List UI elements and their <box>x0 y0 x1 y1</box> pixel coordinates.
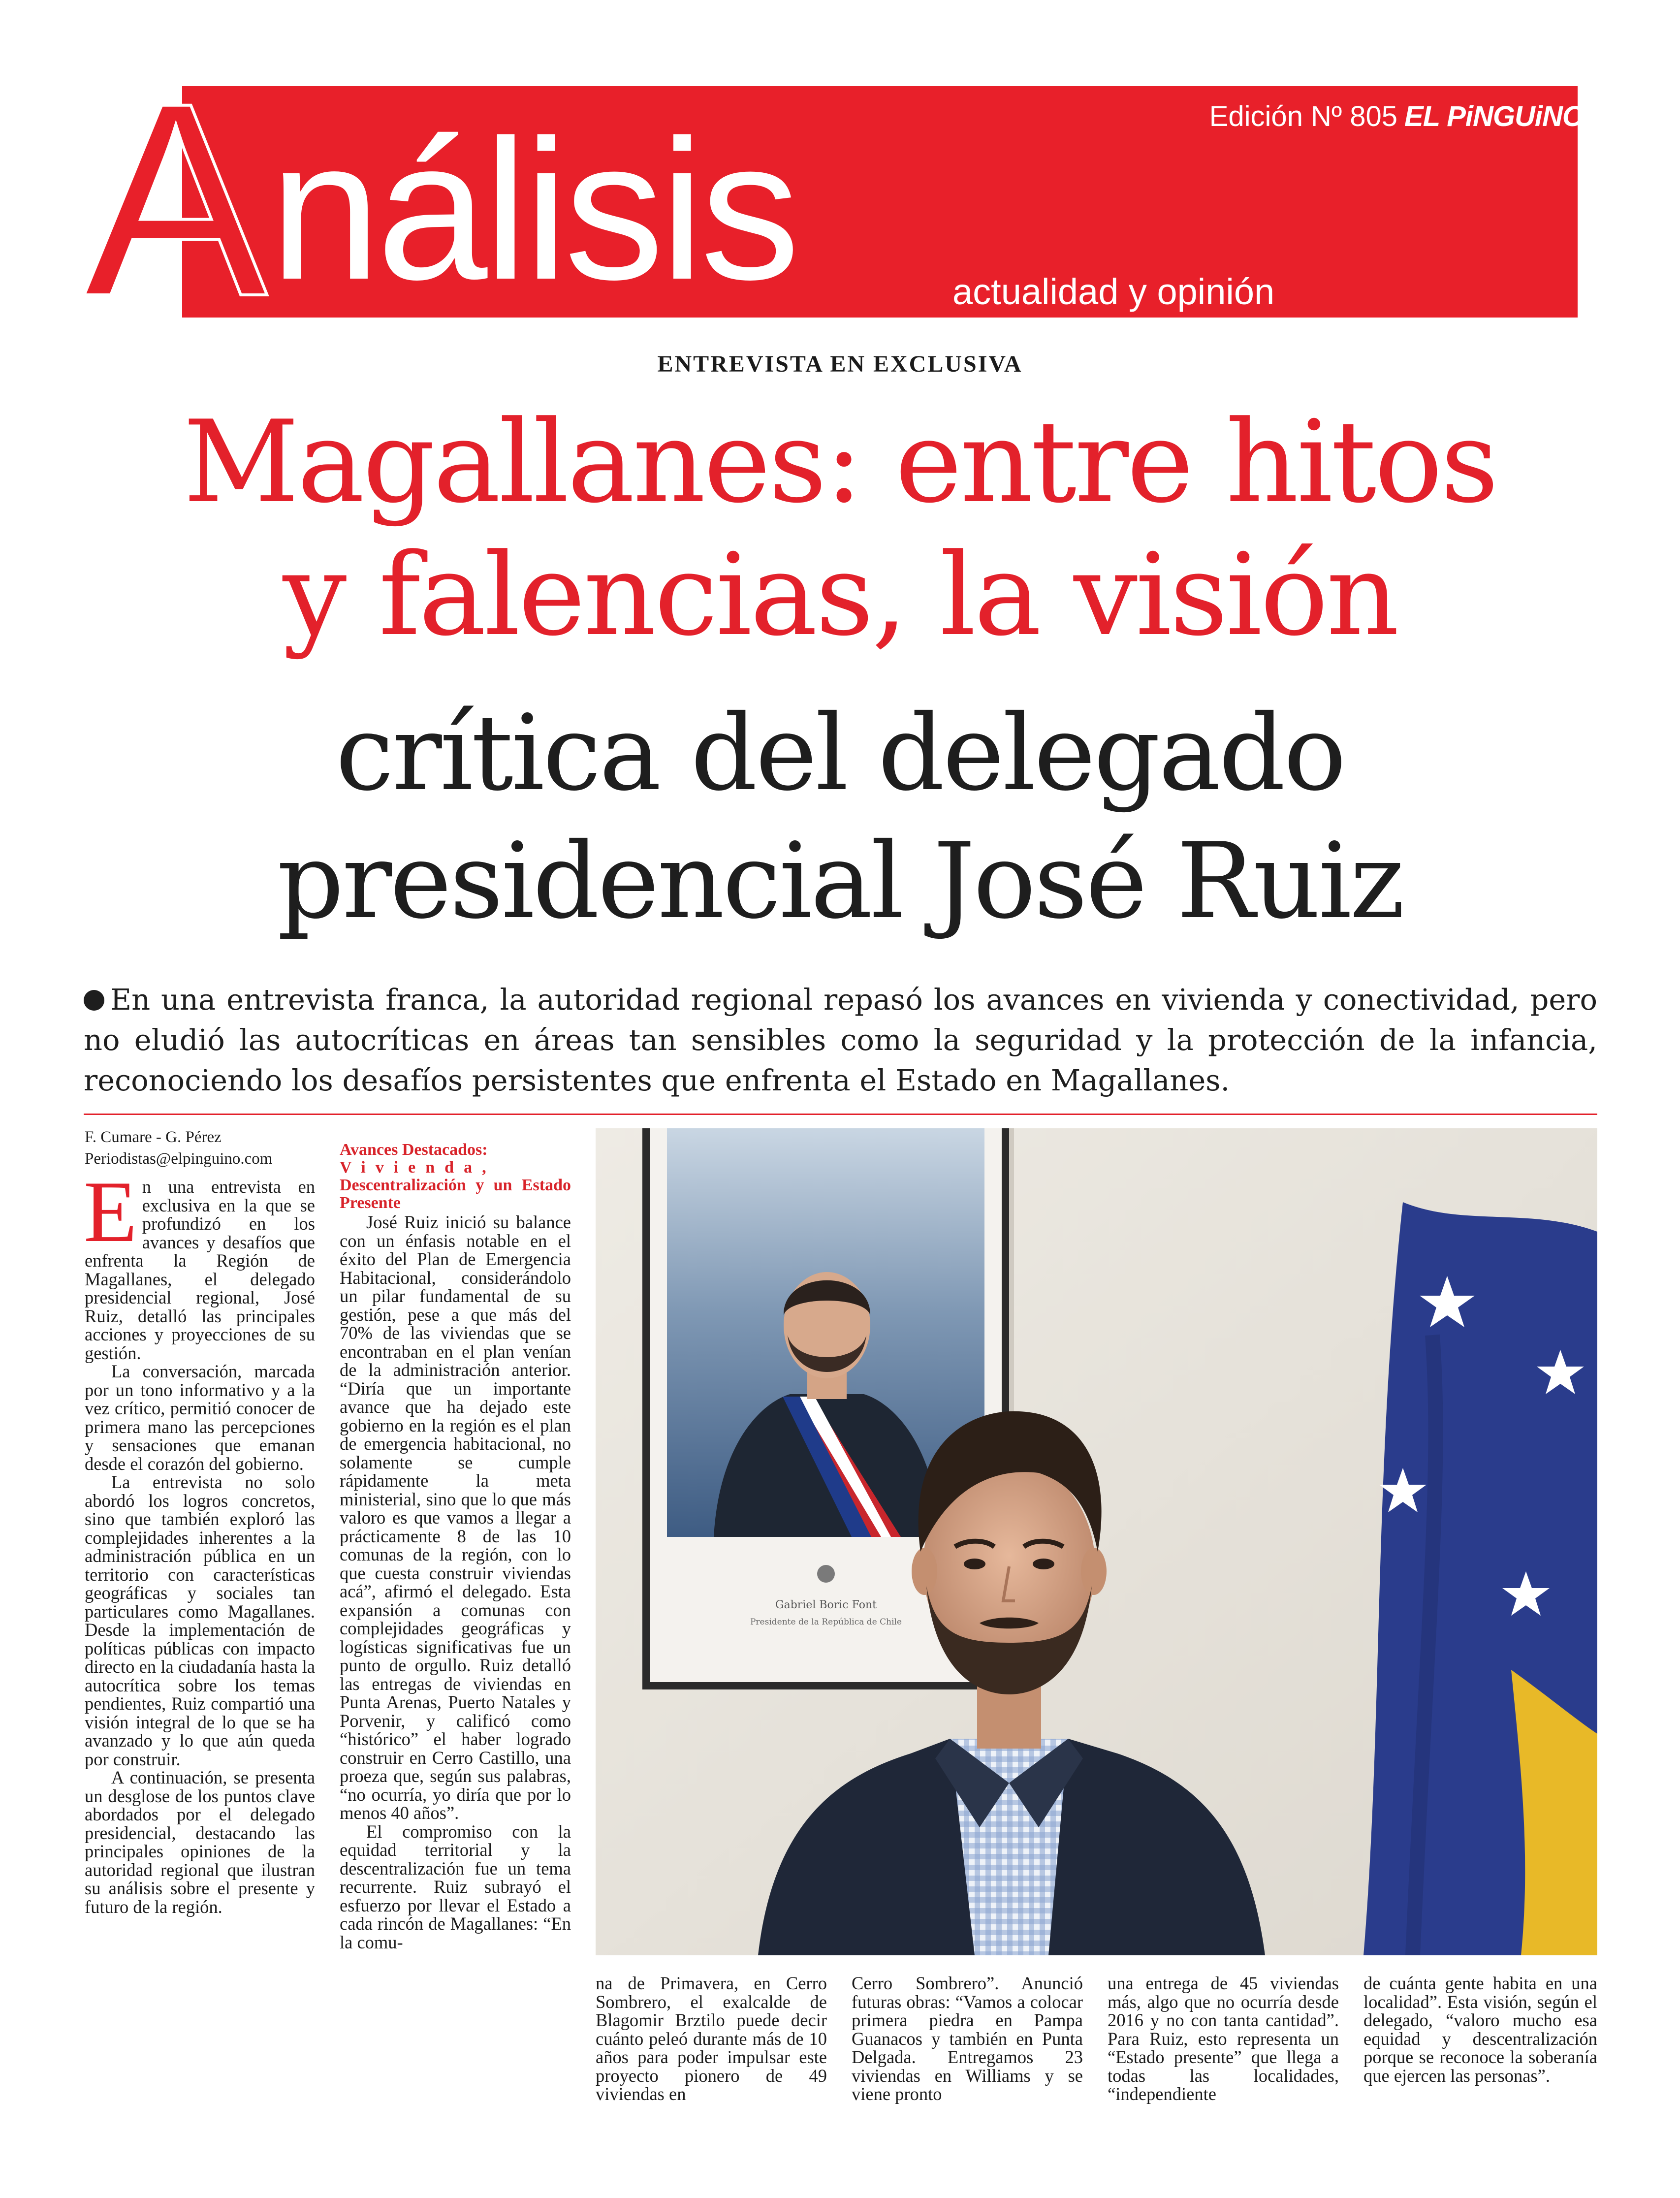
subheading <box>340 1141 571 1212</box>
subheading-line-2: Vivienda, <box>340 1158 496 1177</box>
paragraph: La conversación, marcada por un tono informativo y a la vez crítico, permitió conocer de primera mano las percepciones y sensaciones que emanan desde el corazón del gobierno. <box>85 1361 315 1474</box>
paragraph: A continuación, se presenta un desglose de los puntos clave abordados por el delegado presidencial, destacando las principales opiniones de la autoridad regional que ilustran su análisis sobre el presente y futuro de la región. <box>85 1767 315 1917</box>
paragraph: El compromiso con la equidad territorial y la descentralización fue un tema recurrente. Ruiz subrayó el esfuerzo por llevar el Estado a cada rincón de Magallanes: “En la comu- <box>340 1821 571 1952</box>
article-column-6 <box>1363 1974 1597 2085</box>
paragraph: na de Primavera, en Cerro Sombrero, el exalcalde de Blagomir Brztilo puede decir cuánto peleó durante más de 10 años para poder impulsar este proyecto pionero de 49 viviendas en <box>596 1973 827 2104</box>
headline-line-4: presidencial José Ruiz <box>277 820 1403 942</box>
newspaper-brand: EL PiNGUiNO <box>1404 100 1584 132</box>
paragraph: de cuánta gente habita en una localidad”. Esta visión, según el delegado, “valoro mucho esa equidad y descentralización porque se reconoce la soberanía que ejercen las personas”. <box>1363 1973 1597 2086</box>
interview-photo <box>596 1128 1597 1955</box>
drop-cap: E <box>84 1163 137 1260</box>
paragraph: José Ruiz inició su balance con un énfasis notable en el éxito del Plan de Emergencia Habitacional, considerándolo un pilar fundamental de su gestión, pese a que más del 70% de las viviendas que se encontraban en el plan venían de la administración anterior. “Diría que un importante avance que ha dejado este gobierno en la región es el plan de emergencia habitacional, no solamente se cumple rápidamente la meta ministerial, sino que lo que más valoro es que vamos a llegar a prácticamente 8 de las 10 comunas de la región, con lo que cuesta construir viviendas acá”, afirmó el delegado. Esta expansión a comunas con complejidades geográficas y logísticas significativas fue un punto de orgullo. Ruiz detalló las entregas de viviendas en Punta Arenas, Puerto Natales y Porvenir, y calificó como “histórico” el haber logrado construir en Cerro Castillo, una proeza que, según sus palabras, “no ocurría, yo diría que por lo menos 40 años”. <box>340 1212 571 1823</box>
portrait-caption-title: Presidente de la República de Chile <box>750 1617 902 1627</box>
article-column-2 <box>340 1141 571 1951</box>
deck <box>84 980 1597 1101</box>
byline-email: Periodistas@elpinguino.com <box>85 1150 273 1168</box>
article-column-3 <box>596 1974 827 2103</box>
edition-line <box>1209 99 1584 134</box>
portrait-caption-name: Gabriel Boric Font <box>775 1599 877 1611</box>
subheading-line-3: Descentralización y un Estado Presente <box>340 1176 571 1212</box>
section-logo-word: nálisis <box>270 98 796 321</box>
deck-text: En una entrevista franca, la autoridad regional repasó los avances en vivienda y conectividad, pero no eludió las autocríticas en áreas tan sensibles como la seguridad y la protección de la infancia, reconociendo los desafíos persistentes que enfrenta el Estado en Magallanes. <box>84 983 1597 1097</box>
photo-illustration <box>596 1128 1597 1955</box>
subheading-line-1: Avances Destacados: <box>340 1141 488 1159</box>
byline-authors: F. Cumare - G. Pérez <box>85 1128 222 1146</box>
paragraph: La entrevista no solo abordó los logros concretos, sino que también exploró las complejidades inherentes a la administración pública en un territorio con características geográficas y sociales tan particulares como Magallanes. Desde la implementación de políticas públicas con impacto directo en la ciudadanía hasta la autocrítica sobre los temas pendientes, Ruiz compartió una visión integral de lo que se ha avanzado y lo que aún queda por construir. <box>85 1472 315 1769</box>
headline-line-1: Magallanes: entre hitos <box>183 397 1497 528</box>
section-logo-initial: A <box>84 45 268 353</box>
paragraph: una entrega de 45 viviendas más, algo que no ocurría desde 2016 y no con tanta cantidad”. Para Ruiz, esto representa un “Estado presente” que llega a todas las localidades, “independiente <box>1108 1973 1339 2104</box>
divider-rule <box>84 1114 1597 1115</box>
kicker: ENTREVISTA EN EXCLUSIVA <box>657 351 1023 377</box>
paragraph: Cerro Sombrero”. Anunció futuras obras: “Vamos a colocar primera piedra en Pampa Guanacos y también en Punta Delgada. Entregamos 23 viviendas en Williams y se viene pronto <box>852 1973 1083 2104</box>
article-column-4 <box>852 1974 1083 2103</box>
section-tagline: actualidad y opinión <box>952 271 1275 312</box>
edition-number: Edición Nº 805 <box>1209 100 1398 132</box>
headline-line-2: y falencias, la visión <box>283 530 1397 661</box>
article-column-5 <box>1108 1974 1339 2103</box>
bullet-icon <box>84 990 104 1011</box>
article-column-1 <box>84 1163 315 1917</box>
coat-of-arms-icon <box>817 1565 835 1583</box>
headline-line-3: crítica del delegado <box>335 692 1345 814</box>
paragraph: n una entrevista en exclusiva en la que se profundizó en los avances y desafíos que enfrenta la Región de Magallanes, el delegado presidencial regional, José Ruiz, detalló las principales acciones y proyecciones de su gestión. <box>85 1177 315 1363</box>
